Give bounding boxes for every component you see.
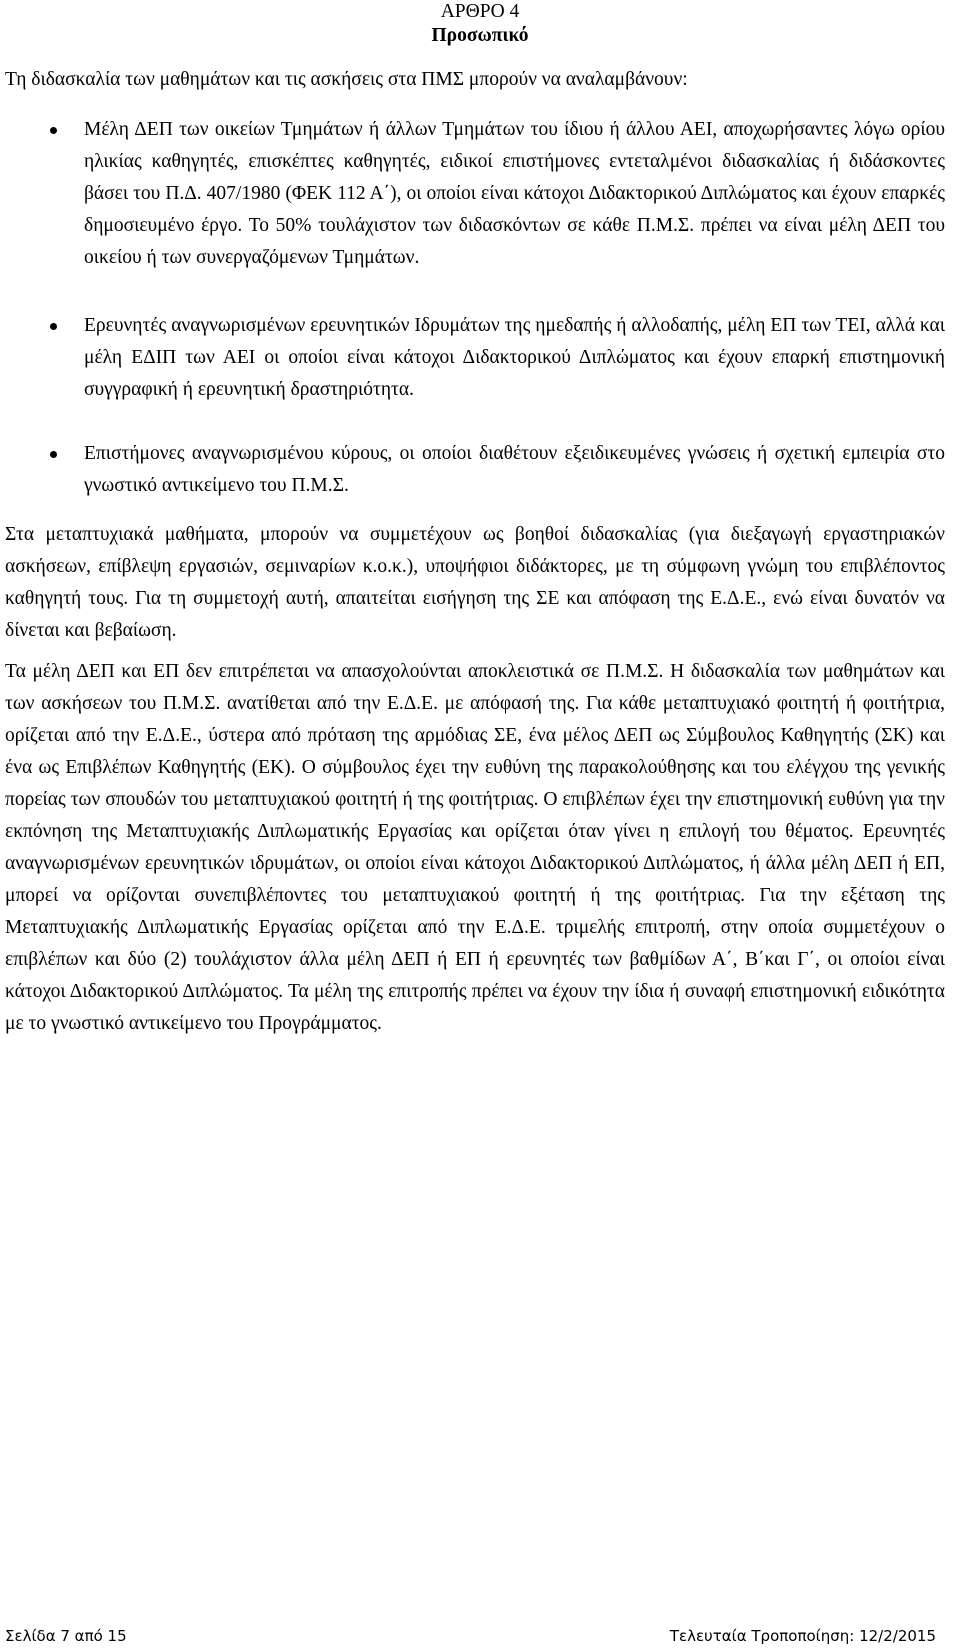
bullet-icon <box>50 451 57 458</box>
bullet-text: Μέλη ΔΕΠ των οικείων Τμημάτων ή άλλων Τμημάτων του ίδιου ή άλλου ΑΕΙ, αποχωρήσαντες λόγω ορίου ηλικίας καθηγητές, επισκέπτες καθηγητές, ειδικοί επιστήμονες εντεταλμένοι διδασκαλίας ή διδάσκοντες βάσει του Π.Δ. 407/1980 (ΦΕΚ 112 Α΄), οι οποίοι είναι κάτοχοι Διδακτορικού Διπλώματος και έχουν επαρκές δημοσιευμένο έργο. Το 50% τουλάχιστον των διδασκόντων σε κάθε Π.Μ.Σ. πρέπει να είναι μέλη ΔΕΠ του οικείου ή των συνεργαζόμενων Τμημάτων. <box>84 119 945 268</box>
article-number: ΑΡΘΡΟ 4 <box>440 1 520 22</box>
bullet-text: Επιστήμονες αναγνωρισμένου κύρους, οι οποίοι διαθέτουν εξειδικευμένες γνώσεις ή σχετική εμπειρία στο γνωστικό αντικείμενο του Π.Μ.Σ. <box>84 443 945 496</box>
bullet-icon <box>50 323 57 330</box>
page-footer <box>0 1622 960 1650</box>
bullet-icon <box>50 127 57 134</box>
intro-paragraph: Τη διδασκαλία των μαθημάτων και τις ασκήσεις στα ΠΜΣ μπορούν να αναλαμβάνουν: <box>5 69 688 90</box>
paragraph-faculty-supervision: Τα μέλη ΔΕΠ και ΕΠ δεν επιτρέπεται να απασχολούνται αποκλειστικά σε Π.Μ.Σ. Η διδασκαλία των μαθημάτων και των ασκήσεων του Π.Μ.Σ. ανατίθεται από την Ε.Δ.Ε. με απόφασή της. Για κάθε μεταπτυχιακό φοιτητή ή φοιτήτρια, ορίζεται από την Ε.Δ.Ε., ύστερα από πρόταση της αρμόδιας ΣΕ, ένα μέλος ΔΕΠ ως Σύμβουλος Καθηγητής (ΣΚ) και ένα ως Επιβλέπων Καθηγητής (ΕΚ). Ο σύμβουλος έχει την ευθύνη της παρακολούθησης και του ελέγχου της γενικής πορείας των σπουδών του μεταπτυχιακού φοιτητή ή της φοιτήτριας. Ο επιβλέπων έχει την επιστημονική ευθύνη για την εκπόνηση της Μεταπτυχιακής Διπλωματικής Εργασίας και ορίζεται όταν γίνει η επιλογή του θέματος. Ερευνητές αναγνωρισμένων ερευνητικών ιδρυμάτων, οι οποίοι είναι κάτοχοι Διδακτορικού Διπλώματος, ή άλλα μέλη ΔΕΠ ή ΕΠ, μπορεί να ορίζονται συνεπιβλέποντες του μεταπτυχιακού φοιτητή ή της φοιτήτριας. Για την εξέταση της Μεταπτυχιακής Διπλωματικής Εργασίας ορίζεται από την Ε.Δ.Ε. τριμελής επιτροπή, στην οποία συμμετέχουν ο επιβλέπων και δύο (2) τουλάχιστον άλλα μέλη ΔΕΠ ή ΕΠ ή ερευνητές των βαθμίδων Α΄, Β΄και Γ΄, οι οποίοι είναι κάτοχοι Διδακτορικού Διπλώματος. Τα μέλη της επιτροπής πρέπει να έχουν την ίδια ή συναφή επιστημονική ειδικότητα με το γνωστικό αντικείμενο του Προγράμματος. <box>5 661 945 1034</box>
last-modified: Τελευταία Τροποποίηση: 12/2/2015 <box>669 1627 936 1645</box>
paragraph-teaching-assistants: Στα μεταπτυχιακά μαθήματα, μπορούν να συμμετέχουν ως βοηθοί διδασκαλίας (για διεξαγωγή εργαστηριακών ασκήσεων, επίβλεψη εργασιών, σεμιναρίων κ.ο.κ.), υποψήφιοι διδάκτορες, με τη σύμφωνη γνώμη του επιβλέποντος καθηγητή τους. Για τη συμμετοχή αυτή, απαιτείται εισήγηση της ΣΕ και απόφαση της Ε.Δ.Ε., ενώ είναι δυνατόν να δίνεται και βεβαίωση. <box>5 524 945 641</box>
bullet-text: Ερευνητές αναγνωρισμένων ερευνητικών Ιδρυμάτων της ημεδαπής ή αλλοδαπής, μέλη ΕΠ των ΤΕΙ, αλλά και μέλη ΕΔΙΠ των ΑΕΙ οι οποίοι είναι κάτοχοι Διδακτορικού Διπλώματος και έχουν επαρκή επιστημονική συγγραφική ή ερευνητική δραστηριότητα. <box>84 315 945 400</box>
page-number: Σελίδα 7 από 15 <box>5 1627 127 1645</box>
article-title: Προσωπικό <box>431 25 529 46</box>
